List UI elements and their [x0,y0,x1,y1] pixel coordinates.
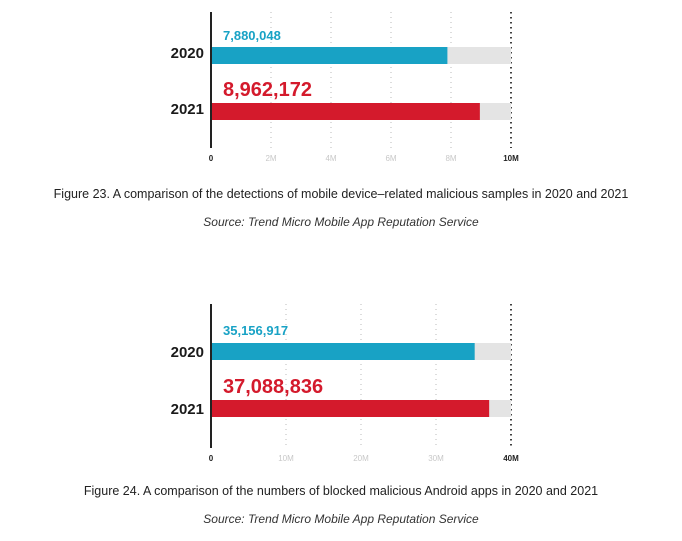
chart-detections-plot [0,0,682,170]
chart-blocked-apps-caption: Figure 24. A comparison of the numbers of blocked malicious Android apps in 2020 and 2021 [83,484,599,498]
bar-2021 [211,103,480,120]
tick-label: 20M [353,454,369,463]
bar-2020 [211,47,447,64]
value-label-2021: 37,088,836 [223,376,324,398]
bar-2021 [211,400,489,417]
tick-label: 6M [385,154,397,163]
tick-label: 8M [445,154,457,163]
category-label-2020: 2020 [170,45,204,62]
tick-label: 2M [265,154,277,163]
category-label-2020: 2020 [170,344,204,361]
category-label-2021: 2021 [170,401,204,418]
tick-label: 10M [278,454,294,463]
tick-label: 30M [428,454,444,463]
tick-label: 0 [208,154,214,163]
value-label-2021: 8,962,172 [223,79,312,101]
chart-blocked-apps-source: Source: Trend Micro Mobile App Reputation Service [203,512,479,526]
value-label-2020: 35,156,917 [223,323,289,338]
tick-label: 40M [503,454,519,463]
tick-label: 0 [208,454,214,463]
value-label-2020: 7,880,048 [223,28,281,43]
tick-label: 10M [503,154,519,163]
chart-blocked-apps [0,290,682,541]
chart-blocked-apps-plot [0,290,682,468]
chart-detections [0,0,682,245]
chart-detections-caption: Figure 23. A comparison of the detections of mobile device–related malicious samples in 2020 and 2021 [53,187,629,201]
category-label-2021: 2021 [170,101,204,118]
bar-2020 [211,343,475,360]
tick-label: 4M [325,154,337,163]
chart-detections-source: Source: Trend Micro Mobile App Reputation Service [203,215,479,229]
